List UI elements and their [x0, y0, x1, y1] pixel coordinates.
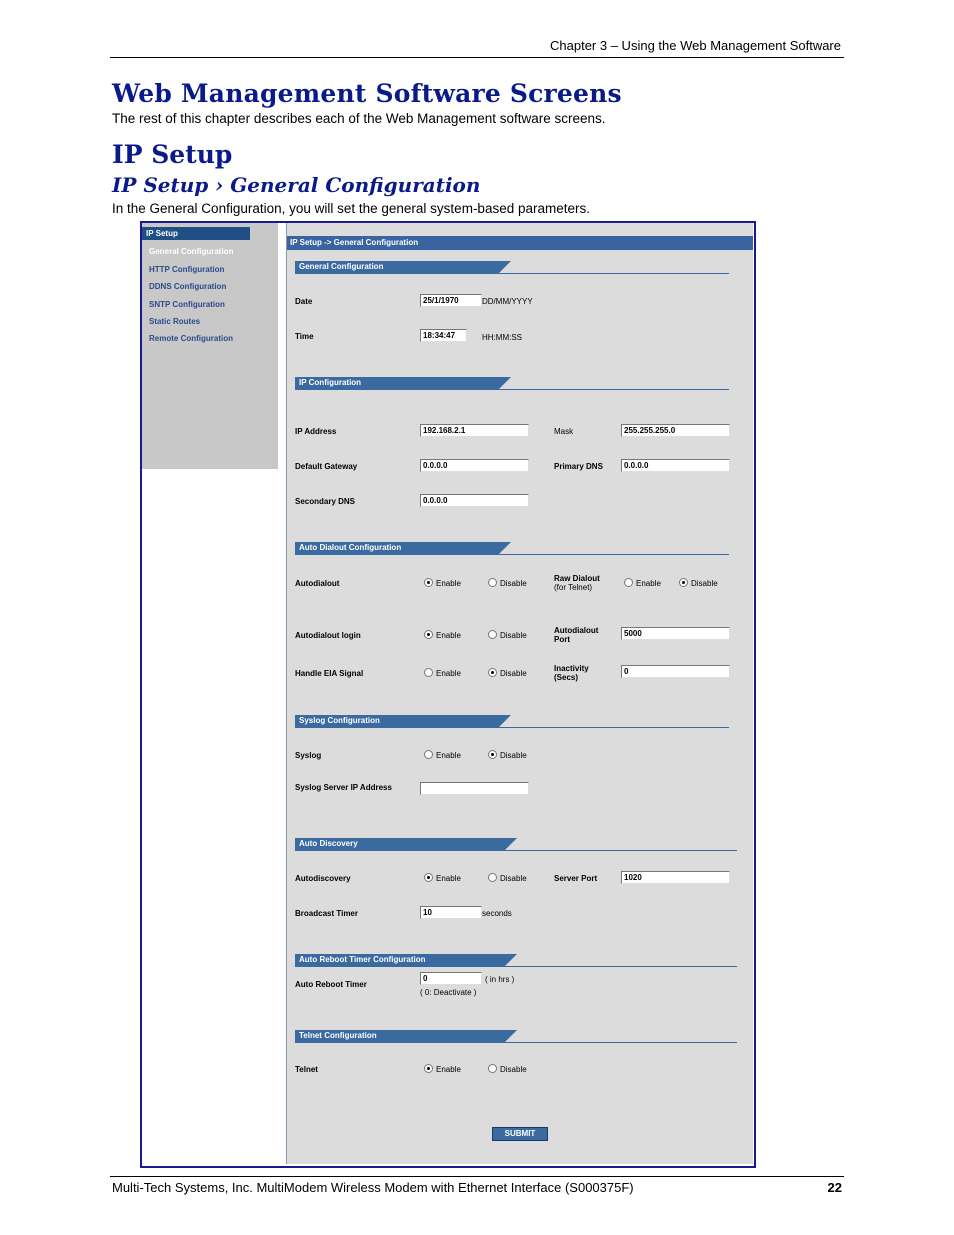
section-ip: IP Configuration: [295, 377, 499, 389]
sidebar-heading: IP Setup: [142, 227, 250, 240]
section-rule: [295, 389, 729, 390]
mask-input[interactable]: 255.255.255.0: [621, 424, 730, 437]
secondary-dns-label: Secondary DNS: [295, 497, 356, 506]
discovery-disable-radio[interactable]: [488, 873, 497, 882]
reboot-hint-deactivate: ( 0: Deactivate ): [420, 988, 477, 997]
date-input[interactable]: 25/1/1970: [420, 294, 482, 307]
ip-address-label: IP Address: [295, 427, 337, 436]
autodialout-label: Autodialout: [295, 579, 340, 588]
inactivity-label: Inactivity: [554, 664, 589, 673]
radio-label: Disable: [500, 631, 527, 640]
sidebar-item-http[interactable]: HTTP Configuration: [149, 265, 225, 274]
section-rule: [295, 966, 737, 967]
date-hint: DD/MM/YYYY: [482, 297, 533, 306]
telnet-enable-radio[interactable]: [424, 1064, 433, 1073]
autodialout-port-label: Autodialout: [554, 626, 599, 635]
autodiscovery-label: Autodiscovery: [295, 874, 351, 883]
inactivity-sublabel: (Secs): [554, 673, 579, 682]
syslog-disable-radio[interactable]: [488, 750, 497, 759]
radio-label: Enable: [436, 631, 461, 640]
section-tab: [505, 1030, 517, 1042]
telnet-disable-radio[interactable]: [488, 1064, 497, 1073]
intro-text: The rest of this chapter describes each of the Web Management software screens.: [112, 111, 606, 126]
chapter-header: Chapter 3 – Using the Web Management Software: [550, 38, 841, 53]
gateway-label: Default Gateway: [295, 462, 358, 471]
eia-label: Handle EIA Signal: [295, 669, 364, 678]
syslog-server-input[interactable]: [420, 782, 529, 795]
reboot-timer-label: Auto Reboot Timer: [295, 980, 367, 989]
section-rule: [295, 727, 729, 728]
gateway-input[interactable]: 0.0.0.0: [420, 459, 529, 472]
radio-label: Disable: [500, 874, 527, 883]
section-title: IP Setup: [112, 140, 233, 169]
primary-dns-input[interactable]: 0.0.0.0: [621, 459, 730, 472]
sidebar-item-static-routes[interactable]: Static Routes: [149, 317, 201, 326]
radio-label: Disable: [500, 751, 527, 760]
section-rule: [295, 850, 737, 851]
radio-label: Enable: [636, 579, 661, 588]
section-tab: [499, 715, 511, 727]
section-discovery: Auto Discovery: [295, 838, 505, 850]
section-rule: [295, 1042, 737, 1043]
time-hint: HH:MM:SS: [482, 333, 522, 342]
radio-label: Enable: [436, 669, 461, 678]
raw-dialout-label: Raw Dialout: [554, 574, 600, 583]
section-dialout: Auto Dialout Configuration: [295, 542, 499, 554]
reboot-timer-input[interactable]: 0: [420, 972, 482, 985]
primary-dns-label: Primary DNS: [554, 462, 603, 471]
autodialout-enable-radio[interactable]: [424, 578, 433, 587]
broadcast-timer-hint: seconds: [482, 909, 512, 918]
login-enable-radio[interactable]: [424, 630, 433, 639]
section-tab: [499, 542, 511, 554]
footer-text: Multi-Tech Systems, Inc. MultiModem Wireless Modem with Ethernet Interface (S000375F): [112, 1180, 634, 1195]
screenshot-frame: [140, 221, 756, 1168]
telnet-label: Telnet: [295, 1065, 318, 1074]
section-rule: [295, 554, 729, 555]
sidebar: [142, 223, 278, 469]
breadcrumb: IP Setup -> General Configuration: [287, 236, 753, 250]
date-label: Date: [295, 297, 313, 306]
secondary-dns-input[interactable]: 0.0.0.0: [420, 494, 529, 507]
ip-address-input[interactable]: 192.168.2.1: [420, 424, 529, 437]
radio-label: Disable: [500, 1065, 527, 1074]
radio-label: Disable: [500, 669, 527, 678]
time-label: Time: [295, 332, 314, 341]
submit-button[interactable]: SUBMIT: [492, 1127, 548, 1141]
sidebar-item-ddns[interactable]: DDNS Configuration: [149, 282, 227, 291]
header-rule: [110, 57, 844, 58]
syslog-server-label: Syslog Server IP Address: [295, 783, 392, 792]
autodialout-port-input[interactable]: 5000: [621, 627, 730, 640]
syslog-label: Syslog: [295, 751, 322, 760]
section-syslog: Syslog Configuration: [295, 715, 499, 727]
raw-dialout-sublabel: (for Telnet): [554, 583, 593, 592]
broadcast-timer-input[interactable]: 10: [420, 906, 482, 919]
login-disable-radio[interactable]: [488, 630, 497, 639]
raw-dialout-disable-radio[interactable]: [679, 578, 688, 587]
section-reboot: Auto Reboot Timer Configuration: [295, 954, 505, 966]
radio-label: Disable: [691, 579, 718, 588]
server-port-label: Server Port: [554, 874, 598, 883]
eia-enable-radio[interactable]: [424, 668, 433, 677]
section-tab: [505, 838, 517, 850]
autodialout-port-sublabel: Port: [554, 635, 570, 644]
radio-label: Enable: [436, 1065, 461, 1074]
sidebar-item-sntp[interactable]: SNTP Configuration: [149, 300, 225, 309]
section-rule: [295, 273, 729, 274]
raw-dialout-enable-radio[interactable]: [624, 578, 633, 587]
main-panel: [286, 223, 753, 1164]
discovery-enable-radio[interactable]: [424, 873, 433, 882]
section-general: General Configuration: [295, 261, 499, 273]
syslog-enable-radio[interactable]: [424, 750, 433, 759]
mask-label: Mask: [554, 427, 574, 436]
broadcast-timer-label: Broadcast Timer: [295, 909, 358, 918]
server-port-input[interactable]: 1020: [621, 871, 730, 884]
time-input[interactable]: 18:34:47: [420, 329, 467, 342]
radio-label: Enable: [436, 579, 461, 588]
subsection-title: IP Setup › General Configuration: [112, 173, 481, 197]
section-telnet: Telnet Configuration: [295, 1030, 505, 1042]
subsection-intro: In the General Configuration, you will set the general system-based parameters.: [112, 201, 590, 216]
eia-disable-radio[interactable]: [488, 668, 497, 677]
section-tab: [499, 261, 511, 273]
radio-label: Enable: [436, 751, 461, 760]
inactivity-input[interactable]: 0: [621, 665, 730, 678]
autodialout-login-label: Autodialout login: [295, 631, 361, 640]
radio-label: Enable: [436, 874, 461, 883]
reboot-hint-hrs: ( in hrs ): [485, 975, 515, 984]
autodialout-disable-radio[interactable]: [488, 578, 497, 587]
page-number: 22: [827, 1180, 842, 1195]
sidebar-item-general[interactable]: General Configuration: [149, 247, 234, 256]
footer-rule: [110, 1176, 844, 1177]
section-tab: [499, 377, 511, 389]
sidebar-item-remote[interactable]: Remote Configuration: [149, 334, 233, 343]
radio-label: Disable: [500, 579, 527, 588]
section-tab: [505, 954, 517, 966]
page-title: Web Management Software Screens: [112, 79, 622, 108]
